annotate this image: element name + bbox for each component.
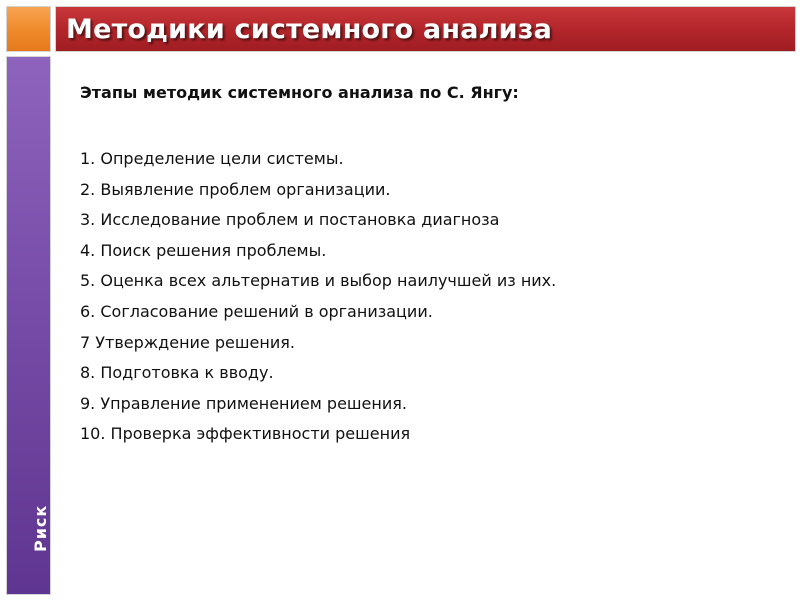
steps-list [80, 144, 780, 450]
slide-content [80, 82, 780, 450]
step-item: 10. Проверка эффективности решения [80, 424, 411, 444]
step-item: 8. Подготовка к вводу. [80, 363, 274, 383]
step-item: 2. Выявление проблем организации. [80, 179, 391, 199]
slide-title: Методики системного анализа [66, 13, 553, 45]
step-item: 4. Поиск решения проблемы. [80, 240, 327, 260]
step-item: 6. Согласование решений в организации. [80, 301, 433, 321]
step-item: 3. Исследование проблем и постановка диагноза [80, 210, 500, 230]
step-item: 5. Оценка всех альтернатив и выбор наилучшей из них. [80, 271, 557, 291]
side-bar-label: Риск [31, 504, 50, 552]
slide-subtitle: Этапы методик системного анализа по С. Янгу: [80, 83, 519, 102]
orange-corner-block [6, 6, 51, 52]
step-item: 9. Управление применением решения. [80, 393, 407, 413]
step-item: 1. Определение цели системы. [80, 149, 344, 168]
title-bar [55, 6, 796, 52]
step-item: 7 Утверждение решения. [80, 332, 295, 352]
